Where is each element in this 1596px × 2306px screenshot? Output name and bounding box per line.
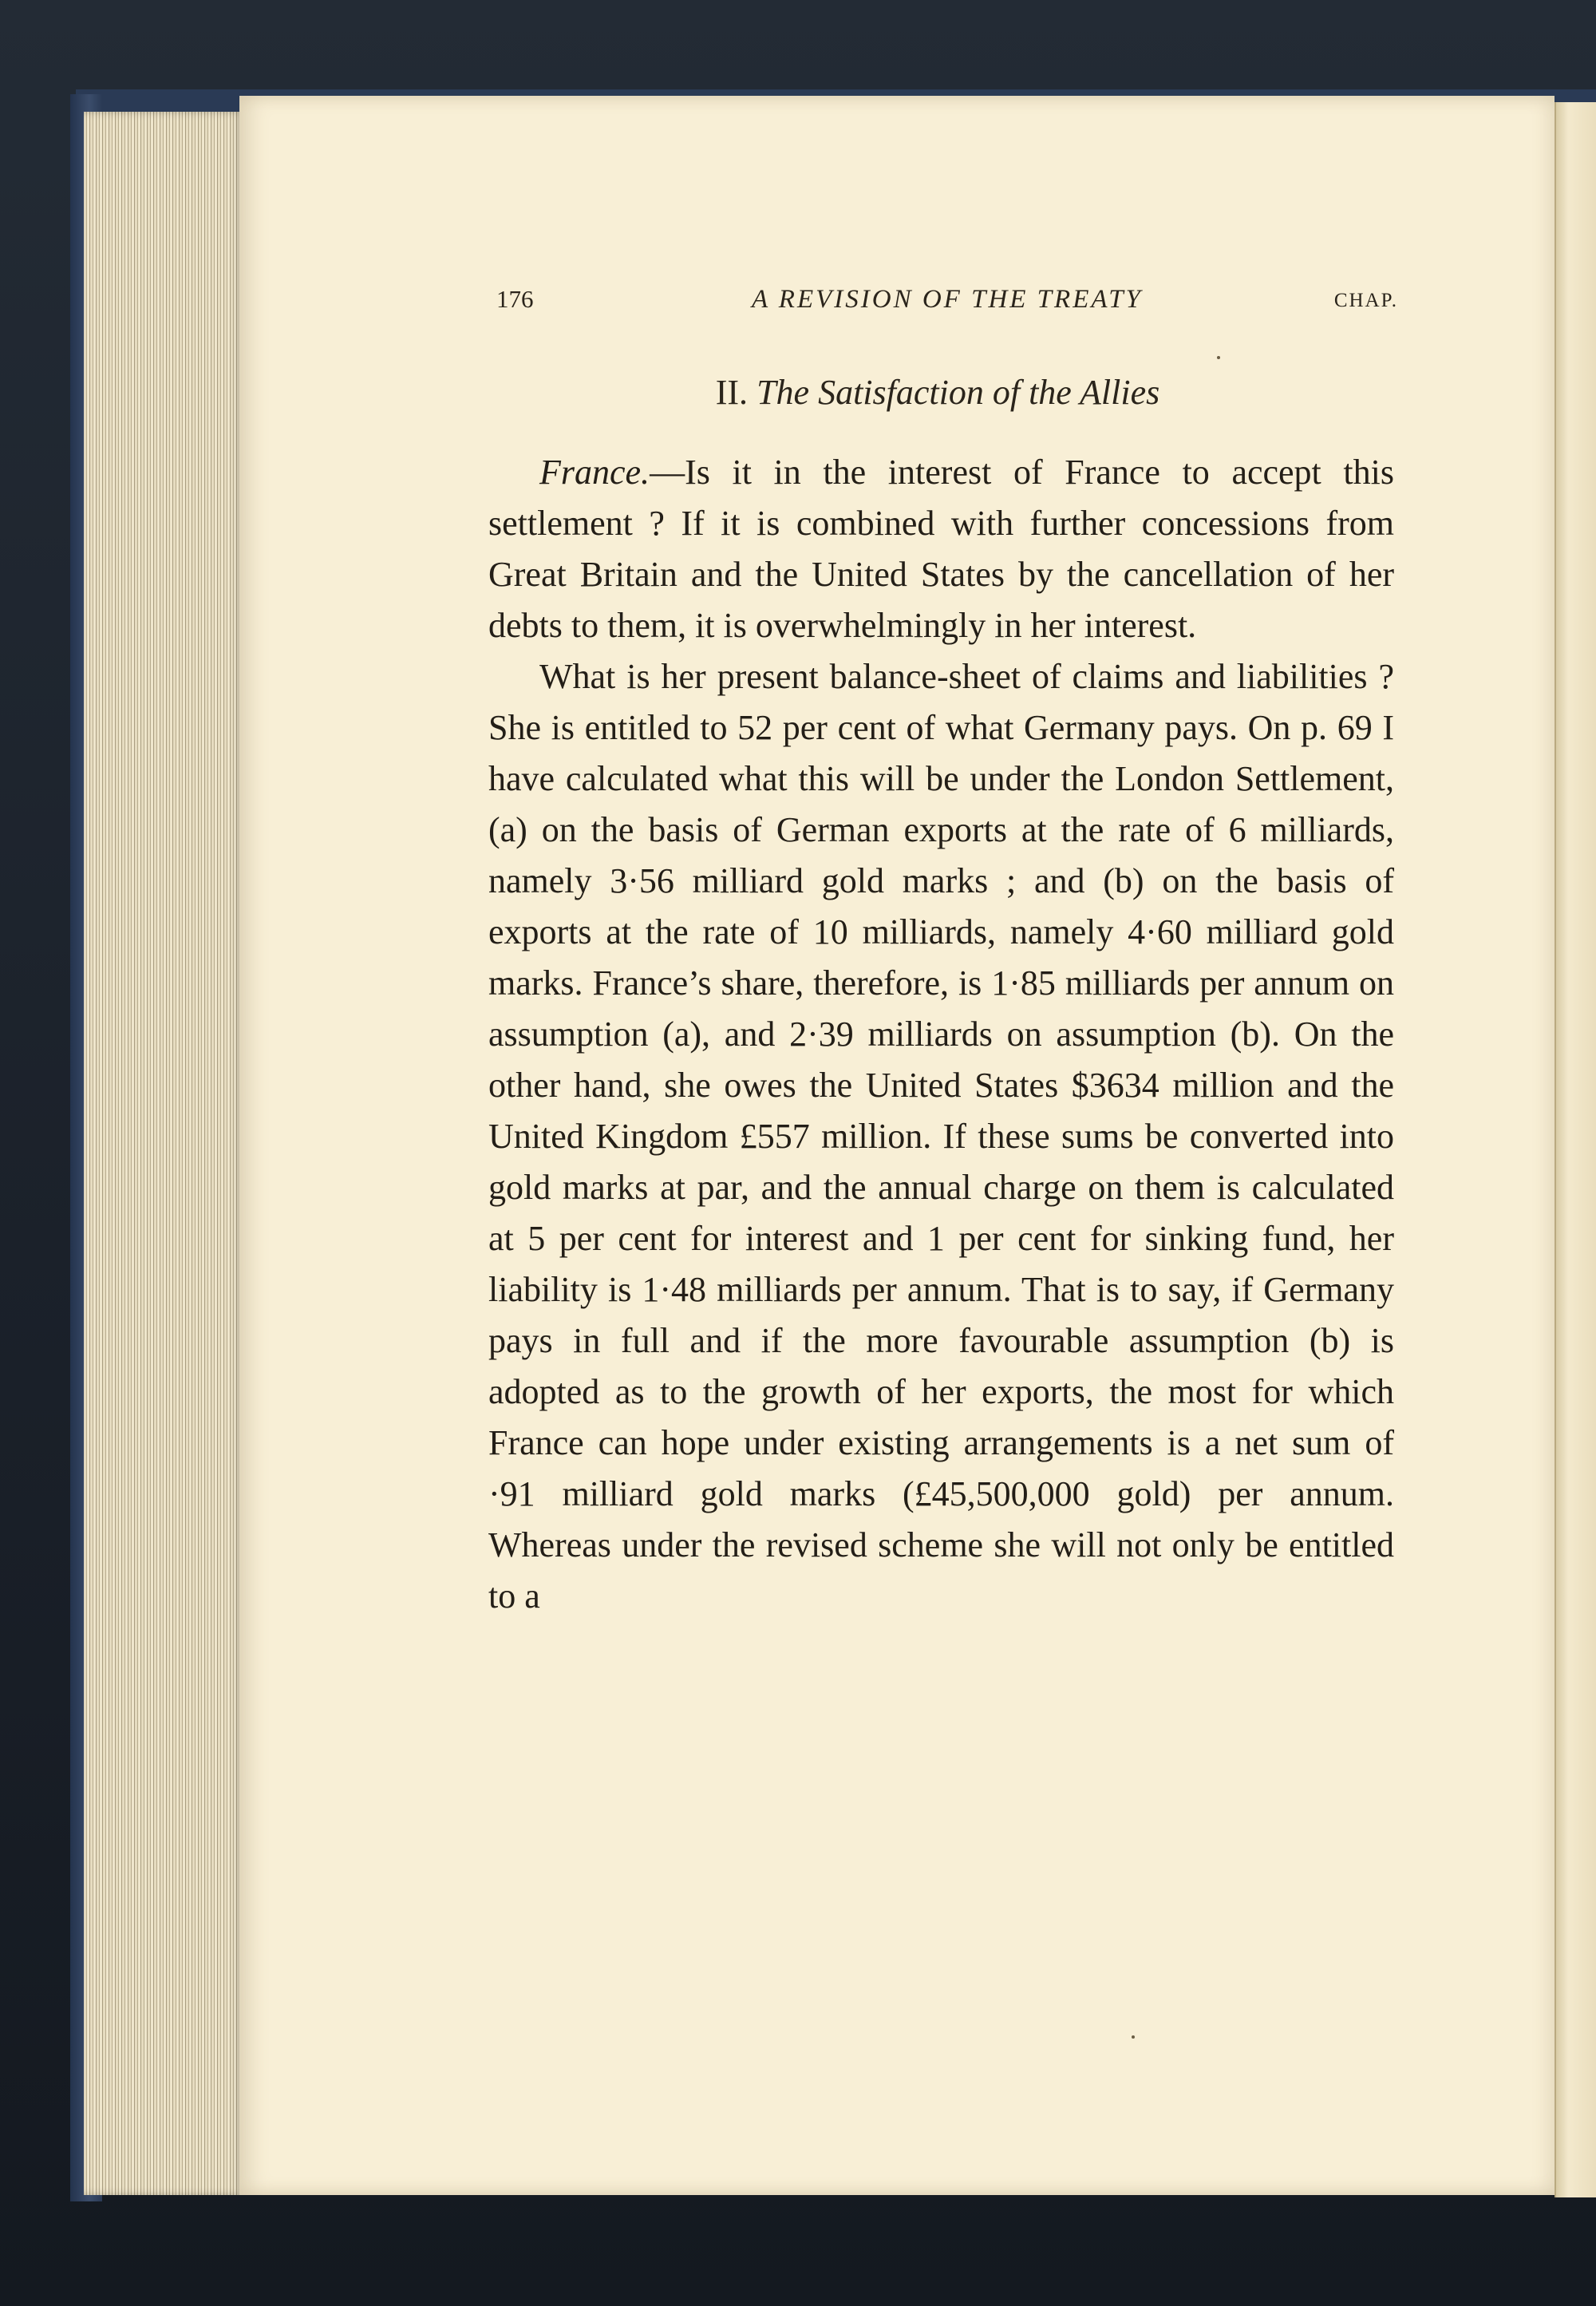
page-stack-edges [84, 112, 243, 2195]
running-title: A REVISION OF THE TREATY [752, 285, 1143, 314]
section-title: The Satisfaction of the Allies [757, 373, 1160, 412]
paragraph-1 [488, 447, 1394, 651]
running-head [496, 285, 1398, 325]
section-heading [479, 372, 1396, 413]
facing-page-edge [1555, 102, 1596, 2197]
chapter-label: CHAP. [1333, 290, 1398, 311]
paragraph-2 [488, 651, 1394, 1622]
paragraph-text: What is her present balance-sheet of claims and liabilities ? She is entitled to 52 per cent of what Germany pays. On p. 69 I have calculated what this will be under the London Settlement, (a) on the basis of German exports at the rate of 6 milliards, namely 3·56 milliard gold marks ; and (b) on the basis of exports at the rate of 10 milliards, namely 4·60 milliard gold marks. France’s share, therefore, is 1·85 milliards per annum on assumption (a), and 2·39 milliards on assumption (b). On the other hand, she owes the United States $3634 million and the United Kingdom £557 million. If these sums be converted into gold marks at par, and the annual charge on them is calculated at 5 per cent for interest and 1 per cent for sinking fund, her liability is 1·48 milliards per annum. That is to say, if Germany pays in full and if the more favourable assumption (b) is adopted as to the growth of her exports, the most for which France can hope under existing arrangements is a net sum of ·91 milliard gold marks (£45,500,000 gold) per annum. Whereas under the revised scheme she will not only be entitled to a [488, 657, 1394, 1616]
paragraph-lead-word: France. [539, 453, 650, 492]
page-number: 176 [496, 285, 534, 313]
section-number: II. [715, 373, 749, 412]
paper-speck [1132, 2035, 1135, 2039]
paper-speck [1217, 356, 1220, 359]
paragraph-text: —Is it in the interest of France to accept this settlement ? If it is combined with further concessions from Great Britain and the United States by the cancellation of her debts to them, it is overwhelmingly in her interest. [488, 453, 1394, 645]
body-text [488, 447, 1394, 1622]
